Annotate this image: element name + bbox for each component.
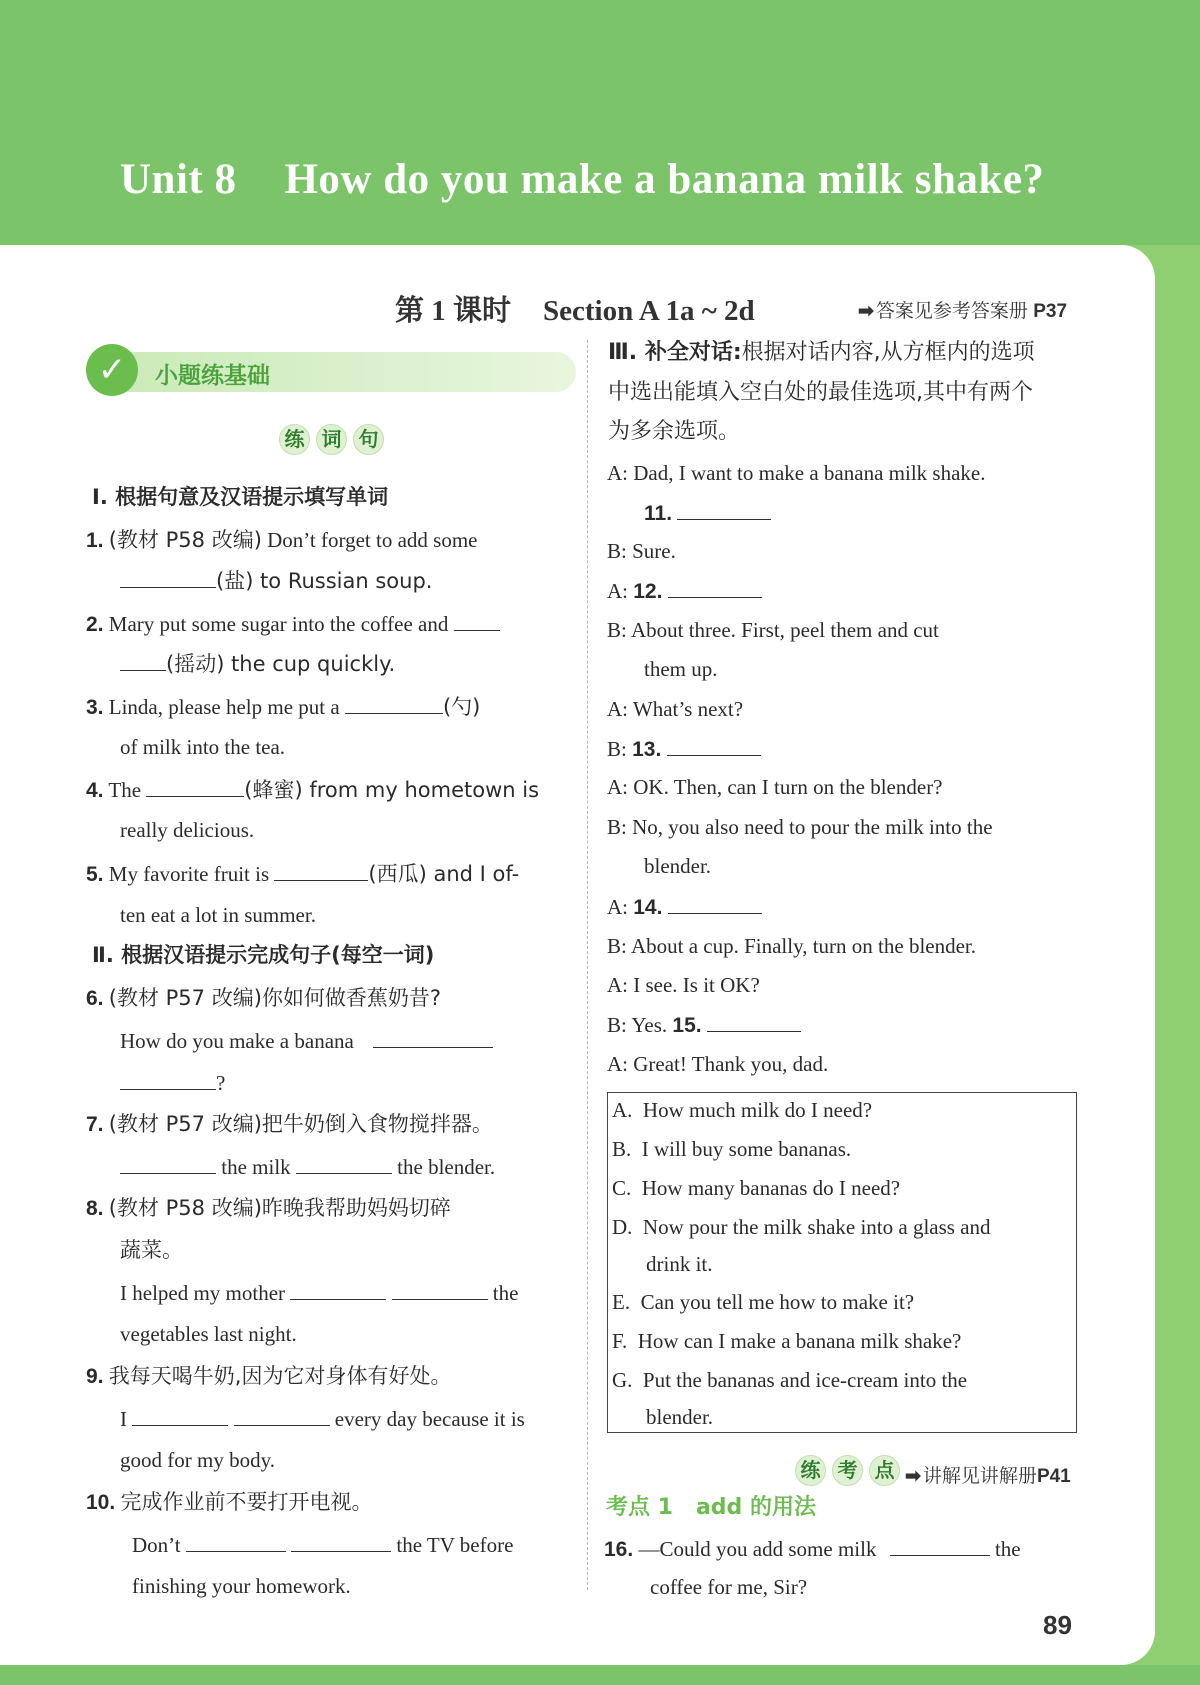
item-text: —Could you add some milk (638, 1537, 877, 1561)
item-text: 我每天喝牛奶,因为它对身体有好处。 (108, 1364, 452, 1388)
dialog-line (607, 933, 976, 959)
item-text: (西瓜) and I of- (368, 862, 520, 886)
option-key: E. (612, 1290, 631, 1314)
answer-blank[interactable] (120, 1069, 216, 1090)
kaodian-topic: add 的用法 (695, 1495, 816, 1520)
item-8-zh (86, 1195, 451, 1222)
item-5-line1 (86, 860, 519, 888)
item-text: Don’t forget to add some (267, 528, 478, 552)
speaker: B: (607, 815, 627, 839)
item-number: 15. (672, 1014, 702, 1037)
option-key: F. (612, 1329, 628, 1353)
kaodian-label: 考点 1 (606, 1495, 673, 1520)
item-number: 6. (86, 987, 104, 1010)
item-number: 9. (86, 1365, 104, 1388)
unit-number: Unit 8 (120, 156, 237, 203)
kaodian-heading (606, 1490, 816, 1521)
dialog-text: About three. First, peel them and cut (630, 618, 939, 642)
speaker: A: (607, 895, 628, 919)
item-text: I helped my mother (120, 1281, 286, 1305)
dialog-text: Sure. (632, 539, 676, 563)
answer-blank[interactable] (668, 577, 762, 598)
answer-blank[interactable] (392, 1279, 488, 1300)
item-text: 你如何做香蕉奶昔? (261, 986, 442, 1010)
option-c (612, 1175, 900, 1201)
dialog-text: No, you also need to pour the milk into the (632, 815, 993, 839)
item-number: 7. (86, 1113, 104, 1136)
dialog-line (644, 499, 771, 527)
option-d-cont: drink it. (646, 1252, 713, 1276)
option-f (612, 1328, 961, 1354)
part2-heading: Ⅱ. 根据汉语提示完成句子(每空一词) (92, 943, 435, 967)
subhead-char: 考 (832, 1455, 863, 1486)
speaker: B: (607, 539, 627, 563)
item-number: 1. (86, 529, 104, 552)
item-9-en1 (120, 1405, 525, 1432)
item-text: Don’t (132, 1533, 181, 1557)
option-text: Can you tell me how to make it? (640, 1290, 915, 1314)
answer-blank[interactable] (677, 499, 771, 520)
dialog-line (607, 696, 743, 722)
subhead-words-sentences (279, 424, 384, 455)
answer-blank[interactable] (707, 1011, 801, 1032)
dialog-text: Yes. (631, 1013, 668, 1037)
item-number: 5. (86, 863, 104, 886)
dialog-line (607, 460, 985, 486)
answer-blank[interactable] (345, 693, 443, 714)
speaker: A: (607, 775, 628, 799)
answer-blank[interactable] (234, 1405, 330, 1426)
item-7-en (120, 1153, 495, 1180)
option-text: I will buy some bananas. (641, 1137, 852, 1161)
item-8-zh2: 蔬菜。 (120, 1238, 183, 1262)
item-number: 2. (86, 613, 104, 636)
item-9-en2: good for my body. (120, 1448, 275, 1472)
dialog-line (607, 617, 939, 643)
item-text: 昨晚我帮助妈妈切碎 (261, 1196, 451, 1220)
item-text: the TV before (396, 1533, 514, 1557)
subhead-practice-points (795, 1455, 900, 1486)
checkmark-icon: ✓ (86, 344, 138, 396)
option-key: A. (612, 1098, 633, 1122)
answer-blank[interactable] (132, 1405, 228, 1426)
dialog-text: About a cup. Finally, turn on the blender. (630, 934, 977, 958)
item-source: (教材 P57 改编) (108, 1112, 262, 1136)
answer-blank[interactable] (120, 1153, 216, 1174)
explain-reference (905, 1461, 1071, 1488)
dialog-line (607, 972, 760, 998)
dialog-line (607, 893, 762, 921)
dialog-line (607, 1011, 801, 1039)
item-number: 13. (632, 738, 662, 761)
option-text: How can I make a banana milk shake? (637, 1329, 962, 1353)
answer-reference (858, 296, 1067, 323)
item-5-line2: ten eat a lot in summer. (120, 903, 316, 927)
unit-title (120, 155, 1044, 204)
item-text: The (108, 778, 142, 802)
option-g (612, 1367, 967, 1393)
item-number: 12. (633, 580, 663, 603)
lesson-number: 第 1 课时 (395, 295, 512, 327)
item-number: 14. (633, 896, 663, 919)
item-4-line2: really delicious. (120, 818, 255, 842)
answer-blank[interactable] (296, 1153, 392, 1174)
option-key: G. (612, 1368, 633, 1392)
option-d (612, 1214, 991, 1240)
dialog-text: What’s next? (632, 697, 744, 721)
item-number: 8. (86, 1197, 104, 1220)
column-divider (587, 340, 588, 1590)
item-number: 16. (604, 1538, 634, 1561)
banner (0, 0, 1200, 245)
lesson-title (395, 288, 755, 329)
answer-blank[interactable] (120, 567, 216, 588)
item-2-line1 (86, 610, 500, 638)
item-number: 4. (86, 779, 104, 802)
item-3-line2: of milk into the tea. (120, 735, 286, 759)
option-g-cont: blender. (646, 1405, 714, 1429)
dialog-line (607, 735, 761, 763)
explain-ref-page: P41 (1036, 1466, 1071, 1487)
item-text: ? (216, 1071, 226, 1095)
item-text: (勺) (442, 695, 481, 719)
item-6-en1 (120, 1027, 493, 1054)
item-1-line1 (86, 527, 478, 554)
option-key: D. (612, 1215, 633, 1239)
speaker: A: (607, 461, 628, 485)
item-number: 3. (86, 696, 104, 719)
speaker: B: (607, 1013, 627, 1037)
item-8-en2: vegetables last night. (120, 1322, 297, 1346)
option-key: B. (612, 1137, 632, 1161)
option-a (612, 1097, 872, 1123)
speaker: A: (607, 1052, 628, 1076)
answer-ref-page: P37 (1033, 301, 1068, 322)
bottom-strip (0, 1665, 1200, 1685)
explain-ref-text: 讲解见讲解册 (922, 1465, 1037, 1487)
part3-heading-line3: 为多余选项。 (608, 419, 741, 444)
option-text: How many bananas do I need? (641, 1176, 901, 1200)
page-number: 89 (1043, 1610, 1072, 1640)
dialog-text: Great! Thank you, dad. (633, 1052, 829, 1076)
answer-blank[interactable] (454, 610, 500, 631)
item-10-en1 (132, 1531, 513, 1558)
answer-blank[interactable] (274, 860, 368, 881)
part3-heading-line1 (608, 340, 1035, 366)
item-10-en2: finishing your homework. (132, 1574, 351, 1598)
answer-blank[interactable] (290, 1279, 386, 1300)
item-text: every day because it is (334, 1407, 525, 1431)
item-text: the (492, 1281, 519, 1305)
speaker: A: (607, 579, 628, 603)
option-key: C. (612, 1176, 632, 1200)
section-pill-label: 小题练基础 (155, 363, 270, 389)
item-text: Mary put some sugar into the coffee and (108, 612, 449, 636)
speaker: B: (607, 934, 627, 958)
item-text: the (994, 1537, 1021, 1561)
subhead-char: 练 (279, 424, 310, 455)
part3-heading-rest: 根据对话内容,从方框内的选项 (741, 340, 1035, 365)
item-16-line1 (604, 1535, 1021, 1563)
option-text: Now pour the milk shake into a glass and (642, 1215, 991, 1239)
dialog-line (607, 538, 676, 564)
option-b (612, 1136, 851, 1162)
item-text: 完成作业前不要打开电视。 (120, 1490, 373, 1514)
item-text: the milk (221, 1155, 291, 1179)
item-text: (蜂蜜) from my hometown is (244, 778, 540, 802)
part3-heading-bold: Ⅲ. 补全对话: (608, 340, 742, 365)
item-text: (摇动) the cup quickly. (166, 652, 396, 676)
answer-ref-text: 答案见参考答案册 (875, 300, 1028, 322)
answer-blank[interactable] (890, 1535, 990, 1556)
item-16-line2: coffee for me, Sir? (650, 1575, 808, 1599)
arrow-right-icon: ➡ (858, 301, 874, 322)
item-text: I (120, 1407, 127, 1431)
item-text: Linda, please help me put a (108, 695, 340, 719)
subhead-char: 句 (353, 424, 384, 455)
option-e (612, 1289, 914, 1315)
dialog-text: OK. Then, can I turn on the blender? (633, 775, 943, 799)
item-4-line1 (86, 776, 539, 804)
speaker: B: (607, 618, 627, 642)
item-number: 11. (644, 502, 673, 525)
item-2-line2 (120, 650, 395, 677)
item-9-zh (86, 1363, 451, 1390)
subhead-char: 点 (869, 1455, 900, 1486)
unit-topic: How do you make a banana milk shake? (284, 156, 1045, 203)
item-1-line2 (120, 567, 432, 594)
item-7-zh (86, 1111, 493, 1138)
answer-blank[interactable] (291, 1531, 391, 1552)
answer-blank[interactable] (120, 650, 166, 671)
item-6-en2 (120, 1069, 225, 1096)
dialog-text: Dad, I want to make a banana milk shake. (633, 461, 986, 485)
item-text: My favorite fruit is (108, 862, 270, 886)
dialog-line: them up. (644, 657, 718, 681)
answer-blank[interactable] (373, 1027, 493, 1048)
speaker: A: (607, 973, 628, 997)
item-source: (教材 P58 改编) (108, 1196, 262, 1220)
part3-heading-line2: 中选出能填入空白处的最佳选项,其中有两个 (608, 380, 1033, 405)
lesson-section: Section A 1a ~ 2d (543, 295, 755, 327)
dialog-line (607, 774, 943, 800)
option-text: How much milk do I need? (642, 1098, 873, 1122)
arrow-right-icon: ➡ (905, 1466, 921, 1487)
item-8-en1 (120, 1279, 518, 1306)
subhead-char: 词 (316, 424, 347, 455)
dialog-text: I see. Is it OK? (633, 973, 760, 997)
answer-blank[interactable] (667, 735, 761, 756)
item-text: 把牛奶倒入食物搅拌器。 (261, 1112, 493, 1136)
speaker: A: (607, 697, 628, 721)
item-source: (教材 P57 改编) (108, 986, 262, 1010)
dialog-line (607, 814, 993, 840)
item-10-zh (86, 1489, 372, 1516)
answer-blank[interactable] (186, 1531, 286, 1552)
part1-heading: Ⅰ. 根据句意及汉语提示填写单词 (92, 485, 389, 509)
dialog-line: blender. (644, 854, 712, 878)
item-6-zh (86, 985, 441, 1012)
subhead-char: 练 (795, 1455, 826, 1486)
item-text: How do you make a banana (120, 1029, 354, 1053)
item-3-line1 (86, 693, 480, 721)
item-text: (盐) to Russian soup. (216, 569, 433, 593)
speaker: B: (607, 737, 627, 761)
option-text: Put the bananas and ice-cream into the (642, 1368, 968, 1392)
dialog-line (607, 1051, 828, 1077)
item-source: (教材 P58 改编) (108, 528, 262, 552)
item-number: 10. (86, 1491, 116, 1514)
answer-blank[interactable] (146, 776, 244, 797)
answer-blank[interactable] (668, 893, 762, 914)
item-text: the blender. (397, 1155, 496, 1179)
dialog-line (607, 577, 762, 605)
